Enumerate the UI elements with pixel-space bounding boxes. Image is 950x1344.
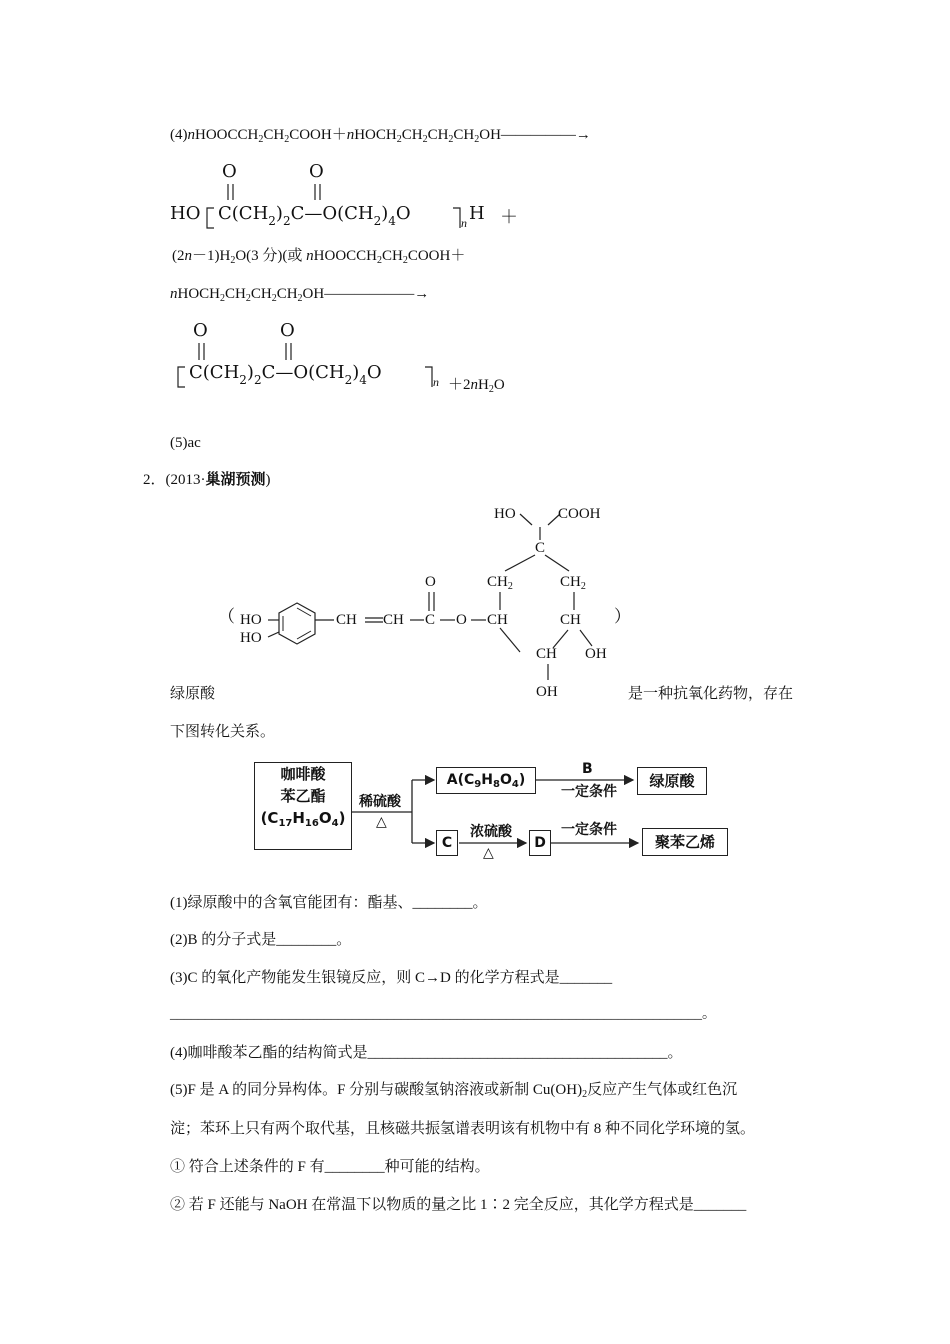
q2-item-5-2: ② 若 F 还能与 NaOH 在常温下以物质的量之比 1∶2 完全反应，其化学方程式是_______ <box>170 1197 747 1213</box>
q1-part4-line1: $(4)nHOOCCH_2CH_2COOH+nHOCH_2CH_2CH_2CH_2OH―――――\to$ <box>170 127 591 145</box>
box-a: $A(C_9H_8O_4)$ <box>436 767 536 794</box>
q2-heading: 2．(2013·巢湖预测) <box>143 472 271 488</box>
box-d: D <box>529 830 551 856</box>
box-polystyrene: 聚苯乙烯 <box>642 828 728 856</box>
start-box-caffeic-ester: 咖啡酸 苯乙酯 $(C_{17}H_{16}O_4)$ <box>254 762 352 850</box>
q2-item-5-cont: 淀；苯环上只有两个取代基，且核磁共振氢谱表明该有机物中有 8 种不同化学环境的氢。 <box>170 1121 756 1137</box>
q2-intro-left: 绿原酸 <box>170 686 216 702</box>
box-chlorogenic-acid: 绿原酸 <box>637 767 707 795</box>
q2-item-5-1: ① 符合上述条件的 F 有________种可能的结构。 <box>170 1159 490 1175</box>
q2-item-2: (2)B 的分子式是________。 <box>170 932 352 948</box>
q1-part4-line4: $nHOCH_2CH_2CH_2CH_2OH――――――\to$ <box>170 286 430 304</box>
q2-item-1: (1)绿原酸中的含氧官能团有：酯基、________。 <box>170 895 488 911</box>
q1-part5: (5)ac <box>170 435 201 451</box>
q2-intro-right: 是一种抗氧化药物，存在 <box>628 686 794 702</box>
q2-item-3-blank: ____________________________________________________________________________。 <box>170 1007 716 1022</box>
q2-item-5: (5)F 是 A 的同分异构体。F 分别与碳酸氢钠溶液或新制 $Cu(OH)_2$反应产生气体或红色沉 <box>170 1082 738 1100</box>
q2-item-4: (4)咖啡酸苯乙酯的结构简式是________________________________________。 <box>170 1045 683 1061</box>
box-c: C <box>436 830 458 856</box>
q2-intro-line2: 下图转化关系。 <box>170 724 276 740</box>
q2-item-3: (3)C 的氧化产物能发生银镜反应，则 C→D 的化学方程式是_______ <box>170 970 613 986</box>
q1-part4-line3: $(2n-1)H_2O(3$ 分)(或 $nHOOCCH_2CH_2COOH+$ <box>172 248 466 266</box>
